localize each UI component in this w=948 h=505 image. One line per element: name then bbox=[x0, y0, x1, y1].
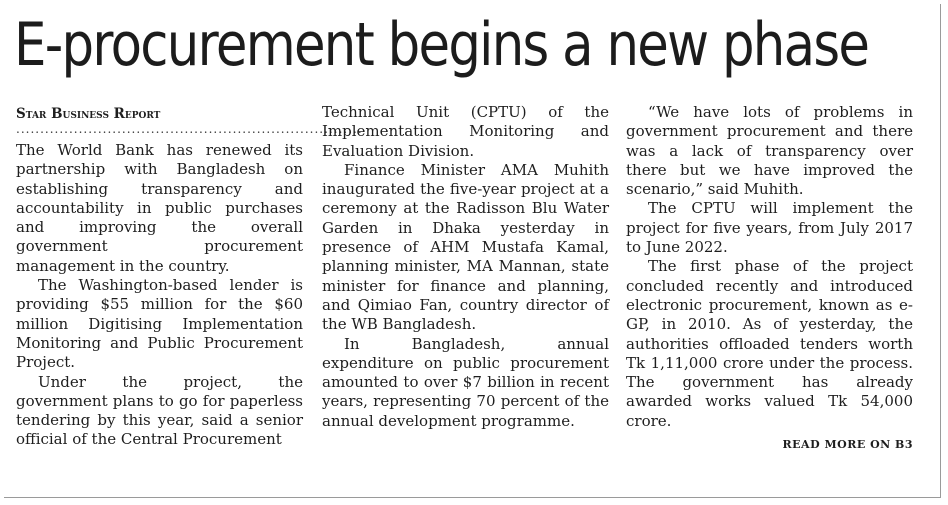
paragraph: In Bangladesh, annual expenditure on public procurement amounted to over $7 billion in recent years, representing 70 percent of the annual development programme. bbox=[322, 334, 609, 430]
byline-separator: ........................................................................ bbox=[16, 122, 363, 136]
paragraph: The first phase of the project concluded recently and introduced electronic procurement, known as e-GP, in 2010. As of yesterday, the authorities offloaded tenders worth Tk 1,11,000 crore under the process. The government has already awarded works valued Tk 54,000 crore. bbox=[626, 257, 913, 430]
paragraph: The CPTU will implement the project for five years, from July 2017 to June 2022. bbox=[626, 199, 913, 257]
column-1 bbox=[16, 103, 363, 450]
paragraph: Under the project, the government plans to go for paperless tendering by this year, said a senior official of the Central Procurement bbox=[16, 372, 303, 449]
byline: Star Business Report bbox=[16, 106, 161, 122]
headline: E-procurement begins a new phase bbox=[14, 10, 869, 80]
paragraph: The World Bank has renewed its partnership with Bangladesh on establishing transparency and accountability in public purchases and improving the overall government procurement management in the country. bbox=[16, 141, 303, 275]
column-2 bbox=[322, 103, 609, 431]
news-clipping bbox=[4, 4, 941, 498]
paragraph: “We have lots of problems in government procurement and there was a lack of transparency over there but we have improved the scenario,” said Muhith. bbox=[626, 103, 913, 199]
paragraph: Finance Minister AMA Muhith inaugurated the five-year project at a ceremony at the Radisson Blu Water Garden in Dhaka yesterday in presence of AHM Mustafa Kamal, planning minister, MA Mannan, state minister for finance and planning, and Qimiao Fan, country director of the WB Bangladesh. bbox=[322, 160, 609, 334]
column-3 bbox=[626, 103, 913, 454]
read-more-link[interactable]: READ MORE ON B3 bbox=[782, 438, 913, 452]
paragraph: The Washington-based lender is providing $55 million for the $60 million Digitising Implementation Monitoring and Public Procurement Project. bbox=[16, 276, 303, 372]
paragraph: Technical Unit (CPTU) of the Implementation Monitoring and Evaluation Division. bbox=[322, 103, 609, 160]
